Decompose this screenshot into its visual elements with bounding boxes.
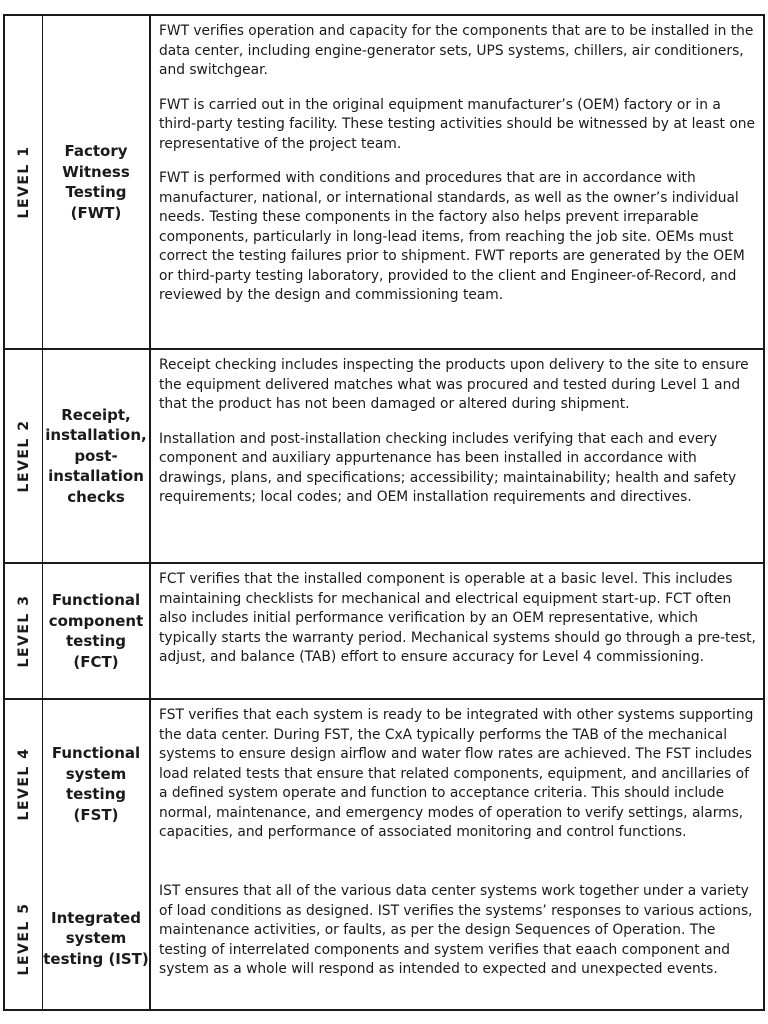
level-label-cell (5, 16, 43, 348)
table-row (5, 348, 763, 562)
description-paragraph: IST ensures that all of the various data center systems work together under a variety of load conditions as designed. IST verifies the systems’ responses to various actions, maintenance activities, or faults, as per the design Sequences of Operation. The testing of interrelated components and system verifies that eaach component and system as a whole will respond as intended to expected and unexpected events. (159, 883, 753, 977)
level-name-cell (43, 350, 151, 562)
level-name: Factory Witness Testing (FWT) (62, 142, 130, 222)
level-label: LEVEL 4 (15, 747, 32, 821)
level-name: Functional system testing (FST) (51, 744, 141, 824)
level-name-cell (43, 564, 151, 698)
description-paragraph: Installation and post-installation checking includes verifying that each and every component and auxiliary appurtenance has been installed in accordance with drawings, plans, and specifications; accessibility; maintainability; health and safety requirements; local codes; and OEM installation requirements and directives. (159, 430, 737, 505)
table-row (5, 698, 763, 868)
level-label: LEVEL 2 (15, 419, 32, 493)
level-description-cell (151, 868, 763, 1009)
level-description-cell (151, 16, 763, 348)
level-label-cell (5, 350, 43, 562)
description-paragraph: FCT verifies that the installed component is operable at a basic level. This includes maintaining checklists for mechanical and electrical equipment start-up. FCT often also includes initial performance verification by an OEM representative, which typically starts the warranty period. Mechanical systems should go through a pre-test, adjust, and balance (TAB) effort to ensure accuracy for Level 4 commissioning. (159, 571, 756, 665)
level-name-cell (43, 700, 151, 868)
level-name-cell (43, 16, 151, 348)
level-description-cell (151, 564, 763, 698)
level-label: LEVEL 3 (15, 594, 32, 668)
description-paragraph: Receipt checking includes inspecting the products upon delivery to the site to ensure the equipment delivered matches what was procured and tested during Level 1 and that the product has not been damaged or altered during shipment. (159, 357, 749, 412)
level-label-cell (5, 868, 43, 1009)
description-paragraph: FST verifies that each system is ready to be integrated with other systems supporting the data center. During FST, the CxA typically performs the TAB of the mechanical systems to ensure design airflow and water flow rates are achieved. The FST includes load related tests that ensure that related components, equipment, and ancillaries of a defined system operate and function to acceptance criteria. This should include normal, maintenance, and emergency modes of operation to verify settings, alarms, capacities, and performance of associated monitoring and control functions. (159, 707, 754, 840)
level-label-cell (5, 564, 43, 698)
table-row (5, 16, 763, 348)
description-paragraph: FWT verifies operation and capacity for the components that are to be installed in the data center, including engine-generator sets, UPS systems, chillers, air conditioners, and switchgear. (159, 23, 754, 78)
description-paragraph: FWT is carried out in the original equipment manufacturer’s (OEM) factory or in a third-party testing facility. These testing activities should be witnessed by at least one representative of the project team. (159, 96, 756, 152)
table-row (5, 868, 763, 1009)
level-label: LEVEL 1 (15, 145, 32, 219)
level-name: Functional component testing (FCT) (48, 591, 144, 671)
level-label-cell (5, 700, 43, 868)
level-name: Integrated system testing (IST) (43, 908, 149, 968)
level-description-cell (151, 350, 763, 562)
commissioning-levels-table (3, 14, 765, 1011)
description-paragraph: FWT is performed with conditions and procedures that are in accordance with manufacturer, national, or international standards, as well as the owner’s individual needs. Testing these components in the factory also helps prevent irreparable components, particularly in long-lead items, from reaching the job site. OEMs must correct the testing failures prior to shipment. FWT reports are generated by the OEM or third-party testing laboratory, provided to the client and Engineer-of-Record, and reviewed by the design and commissioning team. (159, 170, 745, 303)
level-name: Receipt, installation, post-installation checks (45, 405, 147, 506)
level-name-cell (43, 868, 151, 1009)
level-description-cell (151, 700, 763, 868)
table-row (5, 562, 763, 698)
level-label: LEVEL 5 (15, 902, 32, 975)
